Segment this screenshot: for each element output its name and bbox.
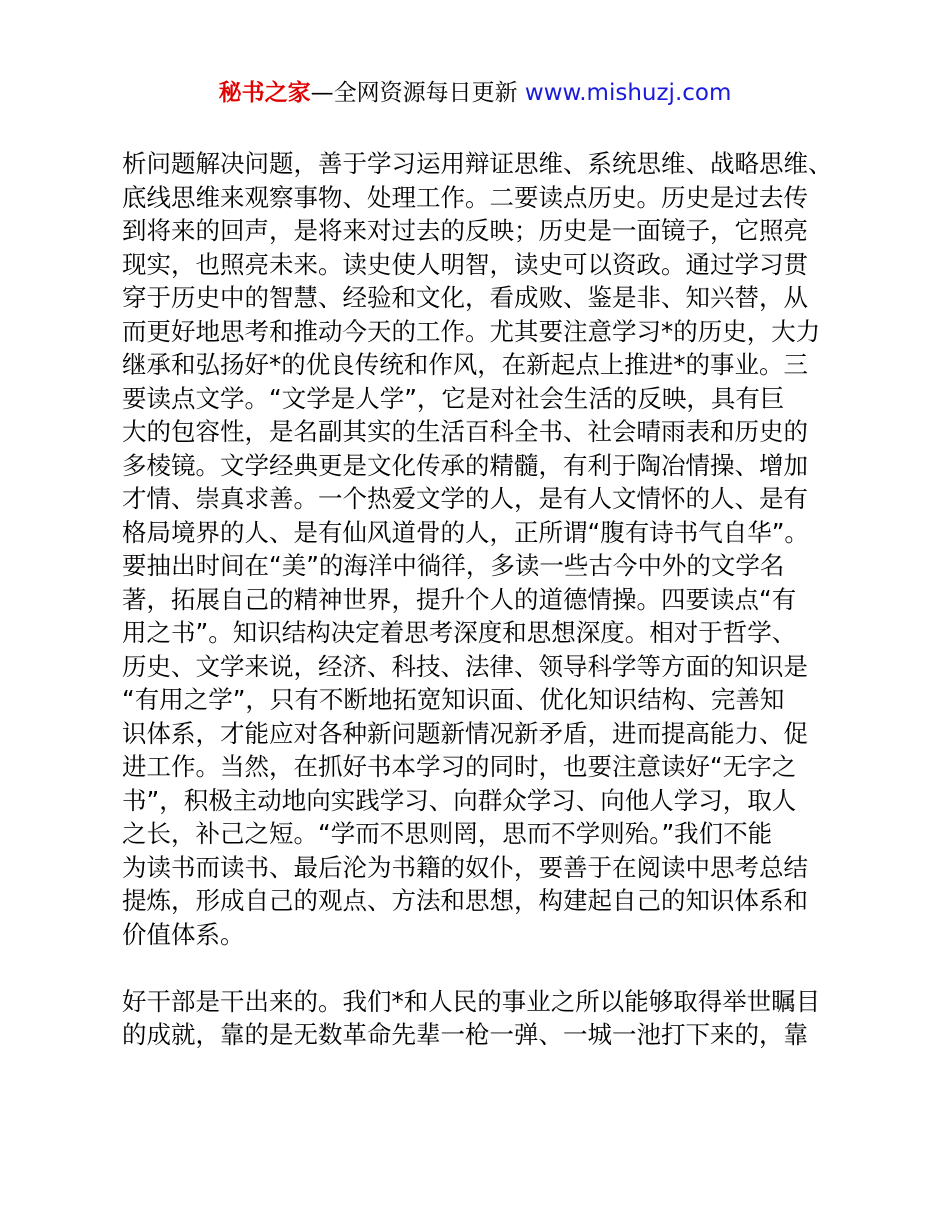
site-url-link[interactable]: www.mishuzj.com [524, 80, 732, 106]
text-line: 才情、崇真求善。一个热爱文学的人，是有人文情怀的人、是有 [122, 484, 808, 513]
text-line: 而更好地思考和推动今天的工作。尤其要注意学习*的历史，大力 [122, 316, 821, 346]
text-line: 为读书而读书、最后沦为书籍的奴仆，要善于在阅读中思考总结 [122, 852, 808, 882]
text-line: 多棱镜。文学经典更是文化传承的精髓，有利于陶冶情操、增加 [122, 450, 808, 480]
text-line: 之长，补己之短。“学而不思则罔，思而不学则殆。”我们不能 [122, 819, 773, 848]
text-line: 的成就，靠的是无数革命先辈一枪一弹、一城一池打下来的，靠 [122, 1020, 808, 1049]
text-line: “有用之学”，只有不断地拓宽知识面、优化知识结构、完善知 [122, 685, 785, 714]
text-line: 大的包容性，是名副其实的生活百科全书、社会晴雨表和历史的 [122, 417, 808, 446]
header-tagline: —全网资源每日更新 [310, 80, 525, 106]
text-line: 要读点文学。“文学是人学”，它是对社会生活的反映，具有巨 [122, 383, 785, 413]
text-line: 提炼，形成自己的观点、方法和思想，构建起自己的知识体系和 [122, 886, 808, 915]
text-line: 析问题解决问题，善于学习运用辩证思维、系统思维、战略思维、 [122, 149, 833, 178]
text-line: 识体系，才能应对各种新问题新情况新矛盾，进而提高能力、促 [122, 718, 808, 748]
document-body [122, 147, 840, 1052]
page-header [0, 78, 950, 108]
text-line: 用之书”。知识结构决定着思考深度和思想深度。相对于哲学、 [122, 618, 797, 647]
text-line: 好干部是干出来的。我们*和人民的事业之所以能够取得举世瞩目 [122, 986, 821, 1016]
text-line: 历史、文学来说，经济、科技、法律、领导科学等方面的知识是 [122, 651, 808, 681]
text-line: 底线思维来观察事物、处理工作。二要读点历史。历史是过去传 [122, 182, 808, 212]
text-line: 继承和弘扬好*的优良传统和作风，在新起点上推进*的事业。三 [122, 350, 808, 379]
brand-name: 秘书之家 [218, 80, 311, 106]
paragraph-2 [122, 985, 840, 1052]
text-line: 进工作。当然，在抓好书本学习的同时，也要注意读好“无字之 [122, 752, 797, 781]
text-line: 要抽出时间在“美”的海洋中徜徉，多读一些古今中外的文学名 [122, 551, 785, 580]
paragraph-gap [122, 951, 840, 985]
text-line: 穿于历史中的智慧、经验和文化，看成败、鉴是非、知兴替，从 [122, 283, 808, 312]
text-line: 格局境界的人、是有仙风道骨的人，正所谓“腹有诗书气自华”。 [122, 517, 809, 547]
text-line: 书”，积极主动地向实践学习、向群众学习、向他人学习，取人 [122, 785, 797, 815]
text-line: 著，拓展自己的精神世界，提升个人的道德情操。四要读点“有 [122, 584, 797, 614]
text-line: 现实，也照亮未来。读史使人明智，读史可以资政。通过学习贯 [122, 249, 808, 279]
text-line: 价值体系。 [122, 919, 245, 949]
paragraph-1 [122, 147, 840, 951]
text-line: 到将来的回声，是将来对过去的反映；历史是一面镜子，它照亮 [122, 216, 808, 245]
